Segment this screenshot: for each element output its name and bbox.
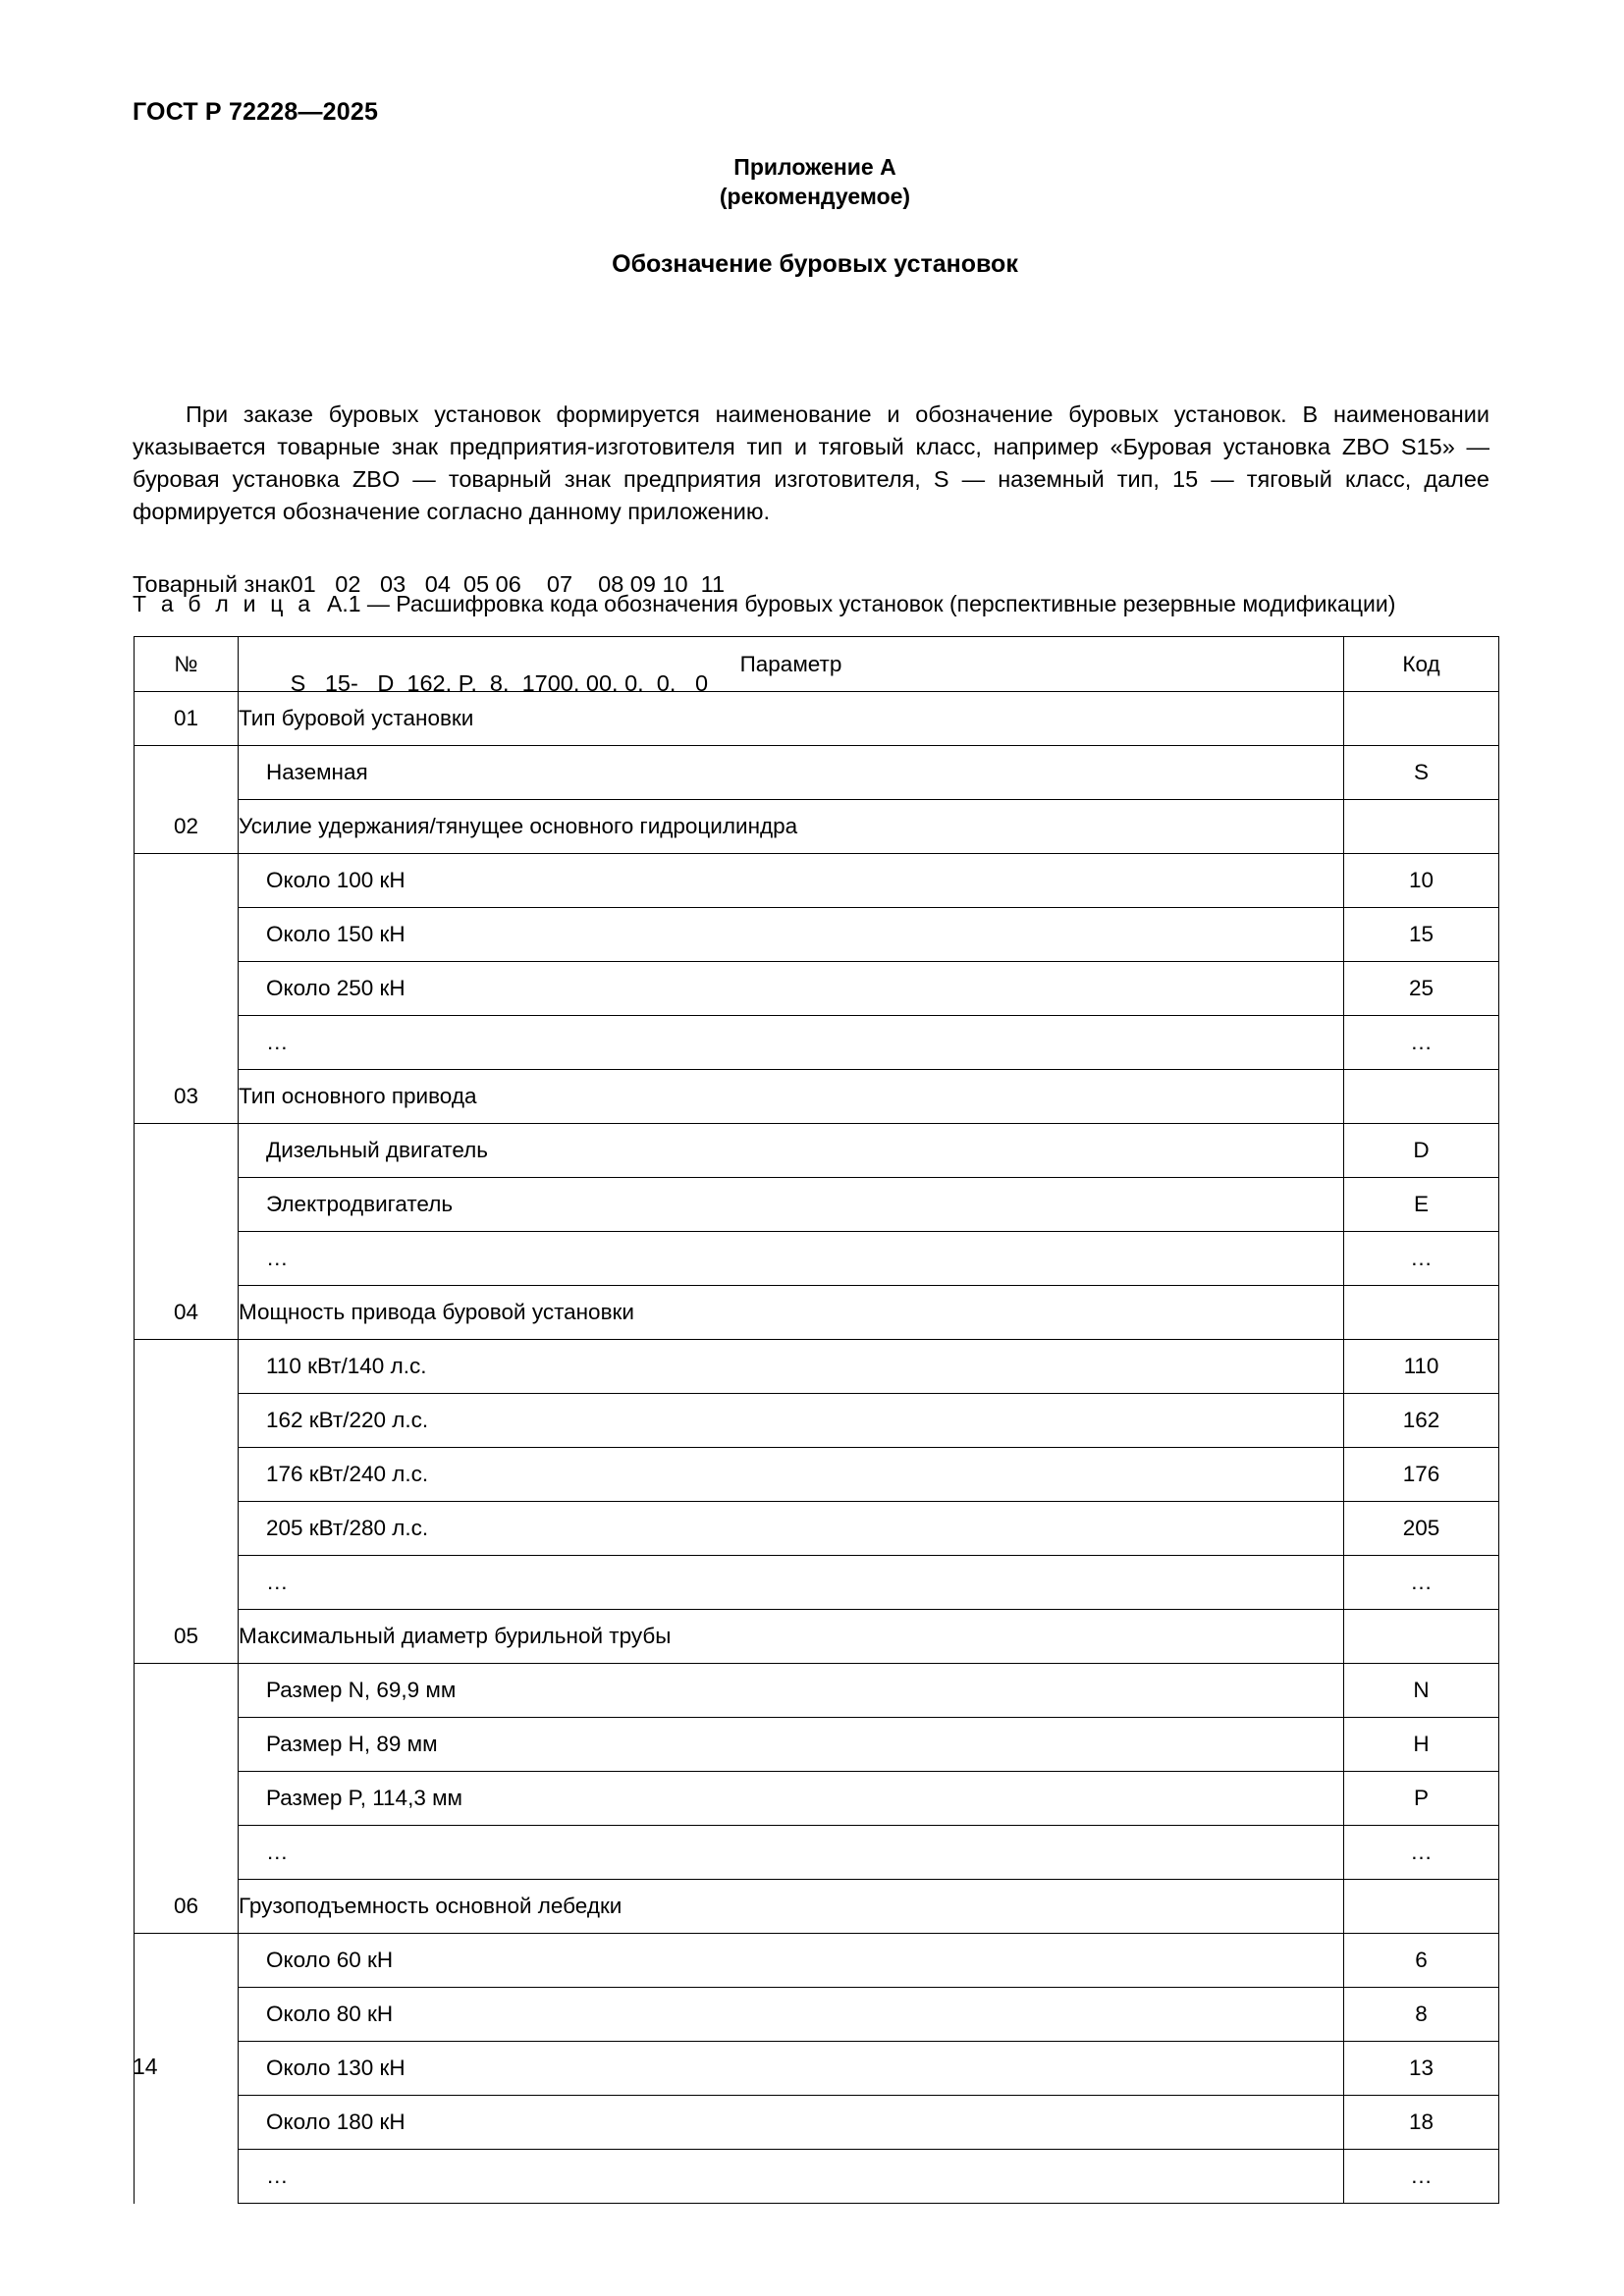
row-number-cell-empty bbox=[135, 1934, 239, 1988]
parameter-group-cell: Тип основного привода bbox=[239, 1070, 1344, 1124]
code-cell bbox=[1344, 1880, 1499, 1934]
parameter-value-cell: Размер N, 69,9 мм bbox=[239, 1664, 1344, 1718]
table-caption-number-sep bbox=[314, 591, 327, 616]
parameter-value-cell: Около 150 кН bbox=[239, 908, 1344, 962]
table-caption-number: А.1 bbox=[326, 591, 361, 616]
row-number-cell-empty bbox=[135, 2096, 239, 2150]
table-row bbox=[135, 1880, 1499, 1934]
code-cell: … bbox=[1344, 1826, 1499, 1880]
intro-paragraph: При заказе буровых установок формируется наименование и обозначение буровых установок. В наименовании указывается товарные знак предприятия-изготовителя тип и тяговый класс, например «Буровая установка ZBO S15» — буровая установка ZBO — товарный знак предприятия изготовителя, S — наземный тип, 15 — тяговый класс, далее формируется обозначение согласно данному приложению. bbox=[133, 400, 1489, 525]
table-caption-prefix: Т а б л и ц а bbox=[133, 591, 315, 616]
parameter-value-cell: Размер H, 89 мм bbox=[239, 1718, 1344, 1772]
annex-heading-block bbox=[133, 152, 1497, 280]
table-row bbox=[135, 1502, 1499, 1556]
page-number: 14 bbox=[133, 2054, 158, 2079]
code-cell: D bbox=[1344, 1124, 1499, 1178]
code-cell: E bbox=[1344, 1178, 1499, 1232]
row-number-cell-empty bbox=[135, 1502, 239, 1556]
code-cell: … bbox=[1344, 1232, 1499, 1286]
row-number-cell: 03 bbox=[135, 1070, 239, 1124]
column-header-code: Код bbox=[1344, 637, 1499, 692]
row-number-cell-empty bbox=[135, 1556, 239, 1610]
table-row bbox=[135, 1394, 1499, 1448]
designation-positions: 01 02 03 04 05 06 07 08 09 10 11 bbox=[290, 571, 726, 597]
row-number-cell: 01 bbox=[135, 692, 239, 746]
code-cell: … bbox=[1344, 1016, 1499, 1070]
table-row bbox=[135, 1178, 1499, 1232]
code-cell: 205 bbox=[1344, 1502, 1499, 1556]
code-cell: P bbox=[1344, 1772, 1499, 1826]
table-row bbox=[135, 1448, 1499, 1502]
code-cell: … bbox=[1344, 2150, 1499, 2204]
table-row bbox=[135, 1556, 1499, 1610]
table-row bbox=[135, 1826, 1499, 1880]
row-number-cell: 05 bbox=[135, 1610, 239, 1664]
parameter-value-cell: Размер P, 114,3 мм bbox=[239, 1772, 1344, 1826]
table-caption bbox=[133, 589, 1497, 618]
table-row bbox=[135, 1664, 1499, 1718]
code-cell: 25 bbox=[1344, 962, 1499, 1016]
table-row bbox=[135, 1340, 1499, 1394]
parameter-value-cell: Около 60 кН bbox=[239, 1934, 1344, 1988]
parameter-value-cell: … bbox=[239, 1232, 1344, 1286]
parameter-group-cell: Максимальный диаметр бурильной трубы bbox=[239, 1610, 1344, 1664]
table-row bbox=[135, 2150, 1499, 2204]
row-number-cell-empty bbox=[135, 1718, 239, 1772]
table-row bbox=[135, 908, 1499, 962]
parameter-group-cell: Грузоподъемность основной лебедки bbox=[239, 1880, 1344, 1934]
column-header-param: Параметр bbox=[239, 637, 1344, 692]
row-number-cell-empty bbox=[135, 908, 239, 962]
code-cell: 162 bbox=[1344, 1394, 1499, 1448]
code-cell: S bbox=[1344, 746, 1499, 800]
parameter-group-cell: Мощность привода буровой установки bbox=[239, 1286, 1344, 1340]
parameter-value-cell: … bbox=[239, 1556, 1344, 1610]
table-row bbox=[135, 2042, 1499, 2096]
table-row bbox=[135, 746, 1499, 800]
row-number-cell-empty bbox=[135, 1178, 239, 1232]
row-number-cell: 02 bbox=[135, 800, 239, 854]
parameter-group-cell: Усилие удержания/тянущее основного гидроцилиндра bbox=[239, 800, 1344, 854]
designation-values: S 15- D 162. P. 8. 1700. 00. 0. 0. 0 bbox=[290, 669, 709, 696]
row-number-cell-empty bbox=[135, 962, 239, 1016]
table-a1 bbox=[134, 636, 1499, 2204]
table-row bbox=[135, 1070, 1499, 1124]
column-header-num: № bbox=[135, 637, 239, 692]
table-row bbox=[135, 1610, 1499, 1664]
annex-status: (рекомендуемое) bbox=[719, 184, 911, 209]
row-number-cell-empty bbox=[135, 1448, 239, 1502]
parameter-value-cell: 205 кВт/280 л.с. bbox=[239, 1502, 1344, 1556]
parameter-value-cell: 176 кВт/240 л.с. bbox=[239, 1448, 1344, 1502]
parameter-value-cell: Электродвигатель bbox=[239, 1178, 1344, 1232]
parameter-value-cell: Около 100 кН bbox=[239, 854, 1344, 908]
table-row bbox=[135, 1016, 1499, 1070]
parameter-value-cell: … bbox=[239, 1826, 1344, 1880]
code-cell bbox=[1344, 1610, 1499, 1664]
code-cell: 110 bbox=[1344, 1340, 1499, 1394]
row-number-cell-empty bbox=[135, 1340, 239, 1394]
annex-title: Обозначение буровых установок bbox=[612, 250, 1018, 278]
table-row bbox=[135, 800, 1499, 854]
parameter-value-cell: Около 80 кН bbox=[239, 1988, 1344, 2042]
row-number-cell: 06 bbox=[135, 1880, 239, 1934]
code-cell: H bbox=[1344, 1718, 1499, 1772]
row-number-cell-empty bbox=[135, 1124, 239, 1178]
parameter-value-cell: Дизельный двигатель bbox=[239, 1124, 1344, 1178]
table-row bbox=[135, 962, 1499, 1016]
row-number-cell-empty bbox=[135, 2150, 239, 2204]
table-row bbox=[135, 1124, 1499, 1178]
table-body bbox=[135, 692, 1499, 2204]
row-number-cell-empty bbox=[135, 1664, 239, 1718]
table-row bbox=[135, 2096, 1499, 2150]
table-row bbox=[135, 1718, 1499, 1772]
parameter-value-cell: … bbox=[239, 1016, 1344, 1070]
code-cell bbox=[1344, 1070, 1499, 1124]
code-cell: N bbox=[1344, 1664, 1499, 1718]
parameter-value-cell: … bbox=[239, 2150, 1344, 2204]
table-row bbox=[135, 1232, 1499, 1286]
code-cell: 6 bbox=[1344, 1934, 1499, 1988]
code-cell bbox=[1344, 800, 1499, 854]
table-row bbox=[135, 1988, 1499, 2042]
table-row bbox=[135, 1934, 1499, 1988]
annex-label: Приложение А bbox=[733, 154, 896, 180]
parameter-value-cell: Около 250 кН bbox=[239, 962, 1344, 1016]
table-caption-text: — Расшифровка кода обозначения буровых установок (перспективные резервные модификации) bbox=[360, 591, 1396, 616]
row-number-cell: 04 bbox=[135, 1286, 239, 1340]
table-row bbox=[135, 1286, 1499, 1340]
code-cell: 176 bbox=[1344, 1448, 1499, 1502]
row-number-cell-empty bbox=[135, 1988, 239, 2042]
code-cell: 10 bbox=[1344, 854, 1499, 908]
code-cell bbox=[1344, 692, 1499, 746]
code-cell: 18 bbox=[1344, 2096, 1499, 2150]
row-number-cell-empty bbox=[135, 854, 239, 908]
table-head bbox=[135, 637, 1499, 692]
row-number-cell-empty bbox=[135, 746, 239, 800]
code-cell: 8 bbox=[1344, 1988, 1499, 2042]
row-number-cell-empty bbox=[135, 1232, 239, 1286]
table-a1-wrapper bbox=[134, 636, 1498, 2204]
parameter-value-cell: Наземная bbox=[239, 746, 1344, 800]
code-cell: 15 bbox=[1344, 908, 1499, 962]
parameter-value-cell: Около 180 кН bbox=[239, 2096, 1344, 2150]
table-row bbox=[135, 692, 1499, 746]
code-cell: 13 bbox=[1344, 2042, 1499, 2096]
row-number-cell-empty bbox=[135, 1826, 239, 1880]
row-number-cell-empty bbox=[135, 1772, 239, 1826]
table-header-row bbox=[135, 637, 1499, 692]
code-cell bbox=[1344, 1286, 1499, 1340]
parameter-value-cell: Около 130 кН bbox=[239, 2042, 1344, 2096]
parameter-value-cell: 110 кВт/140 л.с. bbox=[239, 1340, 1344, 1394]
row-number-cell-empty bbox=[135, 1394, 239, 1448]
row-number-cell-empty bbox=[135, 1016, 239, 1070]
table-row bbox=[135, 854, 1499, 908]
table-row bbox=[135, 1772, 1499, 1826]
code-cell: … bbox=[1344, 1556, 1499, 1610]
designation-label: Товарный знак bbox=[133, 571, 291, 597]
running-head-standard-number: ГОСТ Р 72228—2025 bbox=[133, 98, 379, 126]
parameter-value-cell: 162 кВт/220 л.с. bbox=[239, 1394, 1344, 1448]
parameter-group-cell: Тип буровой установки bbox=[239, 692, 1344, 746]
